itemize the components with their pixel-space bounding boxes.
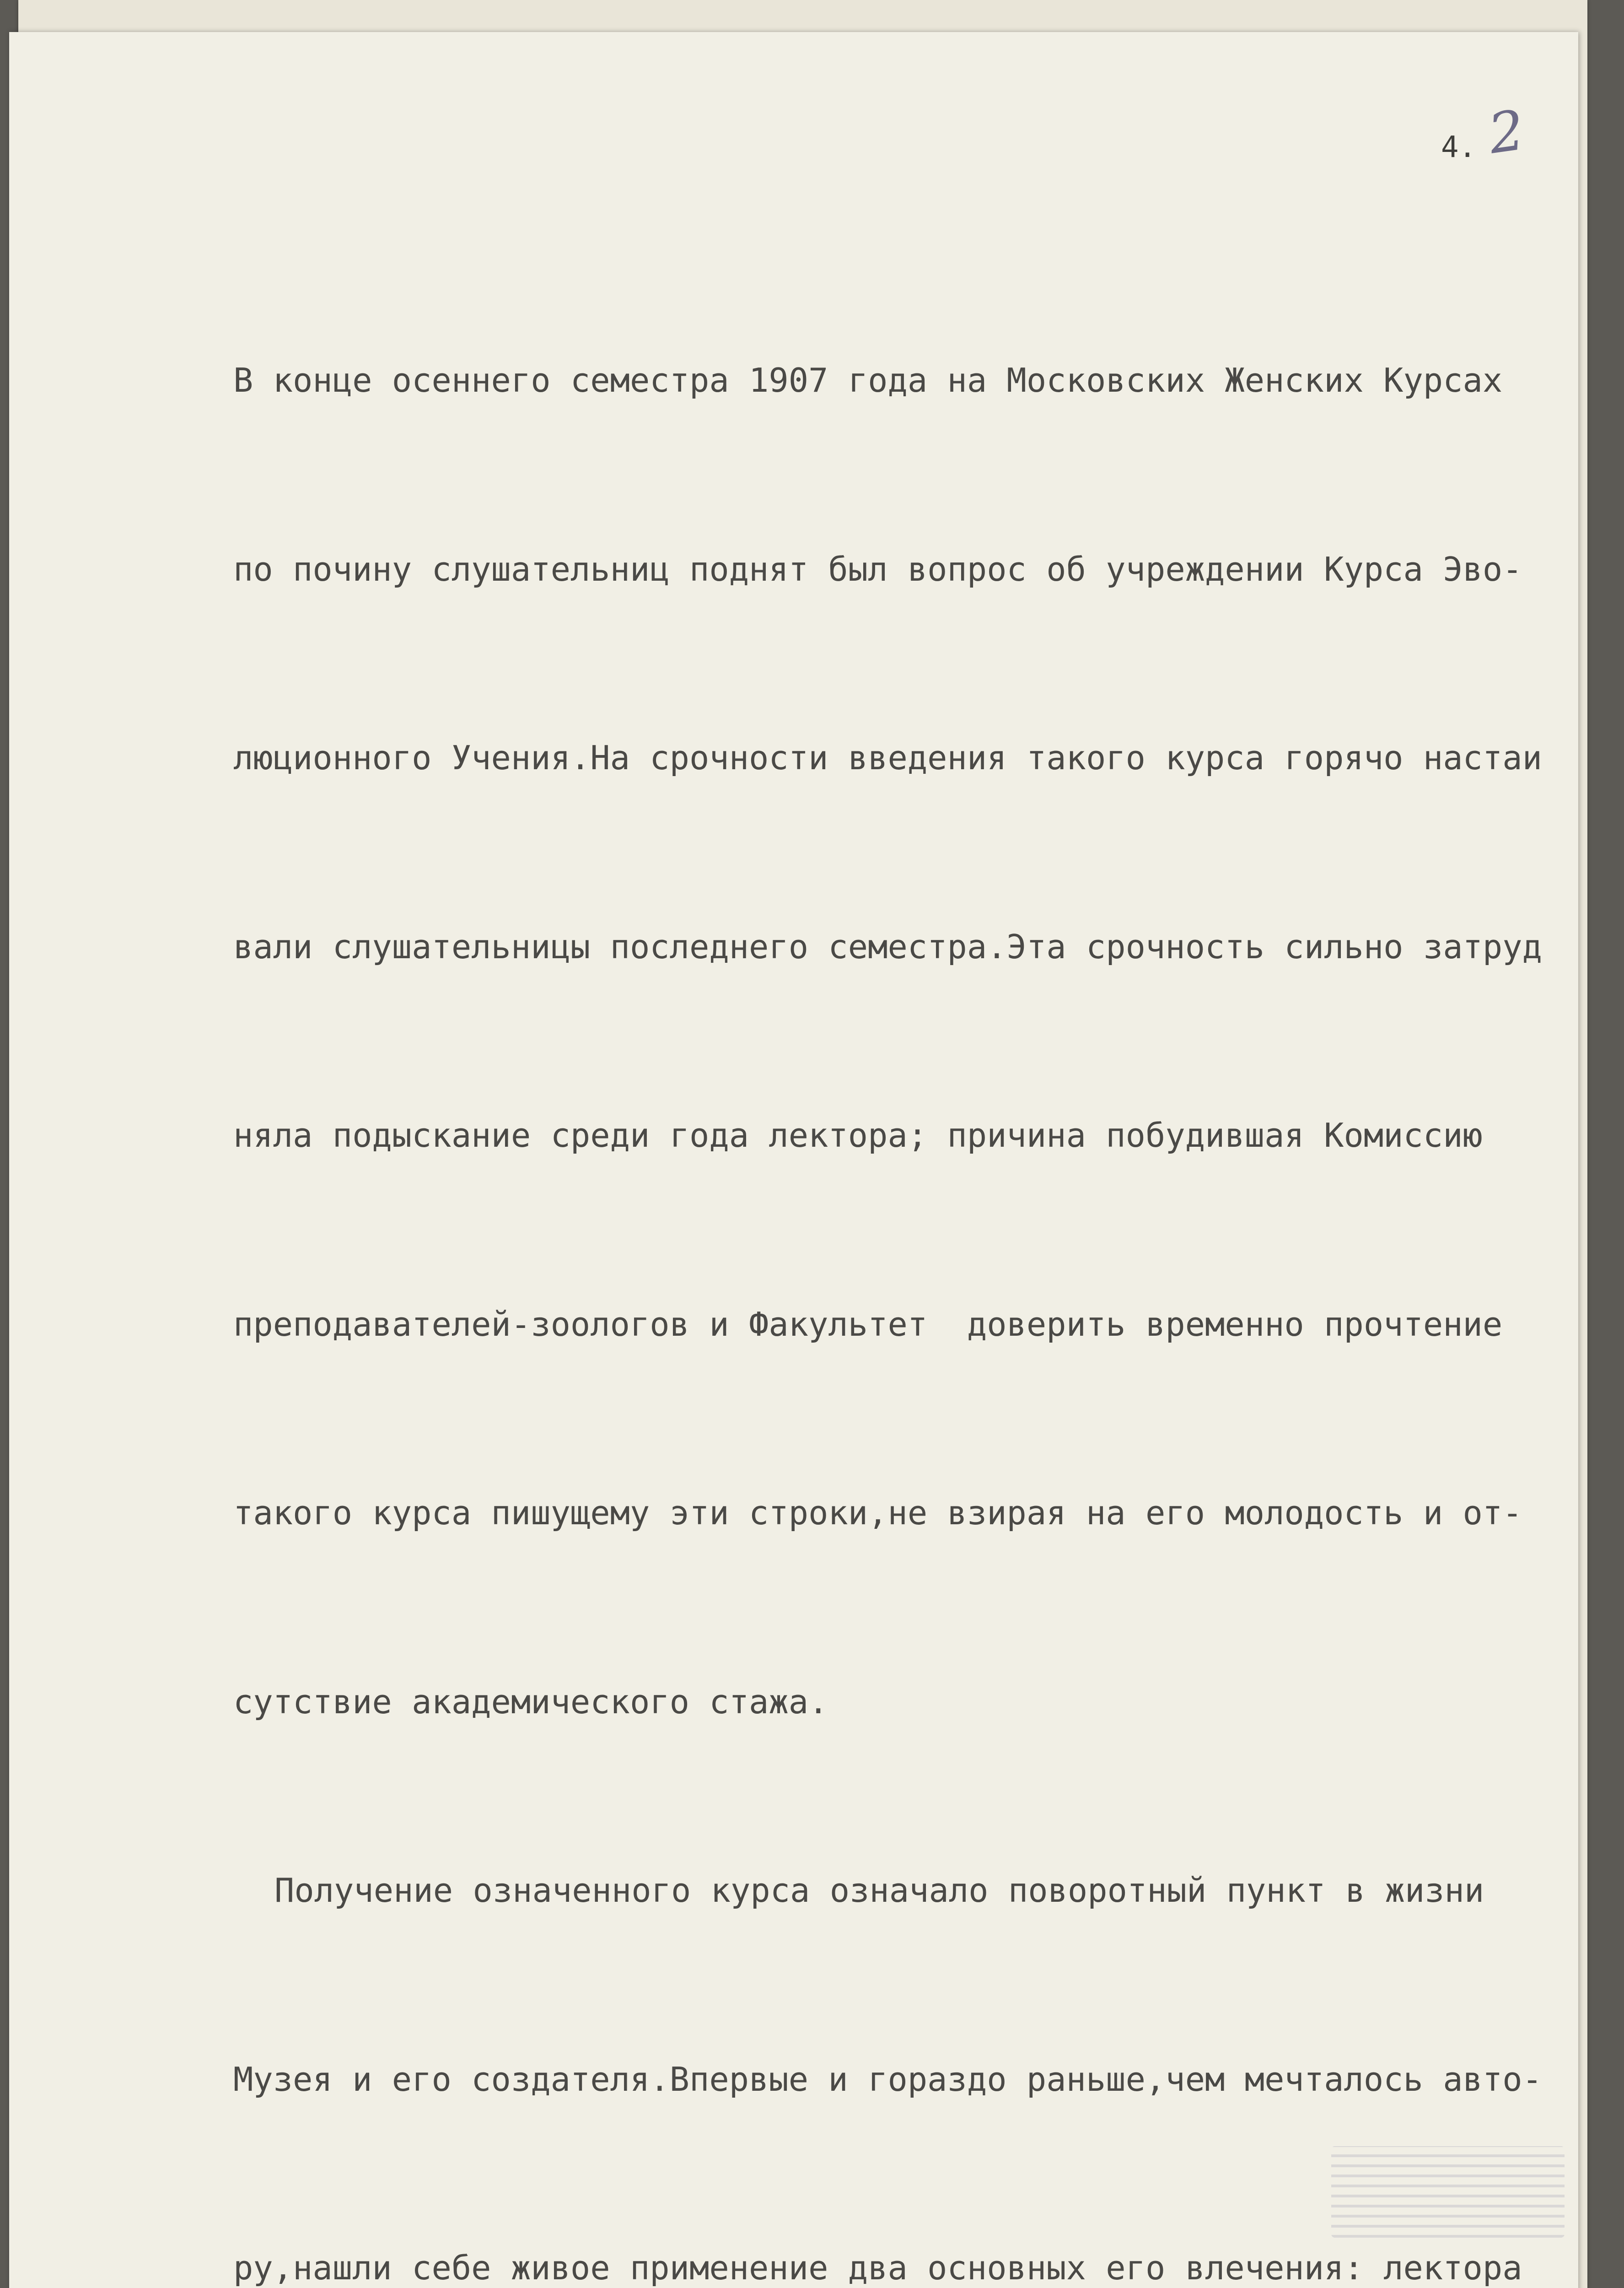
text-line: няла подыскание среди года лектора; причина побудившая Комиссию [233,1116,1483,1155]
handwritten-folio-number: 2 [1484,98,1528,167]
text-line: по почину слушательниц поднят был вопрос об учреждении Курса Эво- [233,550,1522,588]
typewritten-body [233,223,1543,2288]
text-line: сутствие академического стажа. [233,1682,828,1721]
document-page [9,32,1578,2288]
text-line: ру,нашли себе живое применение два основных его влечения: лектора [233,2249,1522,2287]
page-number: 4. [1441,130,1477,164]
text-line: вали слушательницы последнего семестра.Эта срочность сильно затруд [233,927,1542,966]
text-line: такого курса пишущему эти строки,не взирая на его молодость и от- [233,1494,1522,1532]
paragraph-start-line: Получение означенного курса означало поворотный пункт в жизни [274,1871,1484,1910]
text-line: В конце осеннего семестра 1907 года на Московских Женских Курсах [233,361,1503,399]
text-line: Музея и его создателя.Впервые и гораздо раньше,чем мечталось авто- [233,2060,1542,2099]
text-line: люционного Учения.На срочности введения такого курса горячо настаи [233,739,1542,777]
text-line: преподавателей-зоологов и Факультет доверить временно прочтение [233,1305,1503,1344]
